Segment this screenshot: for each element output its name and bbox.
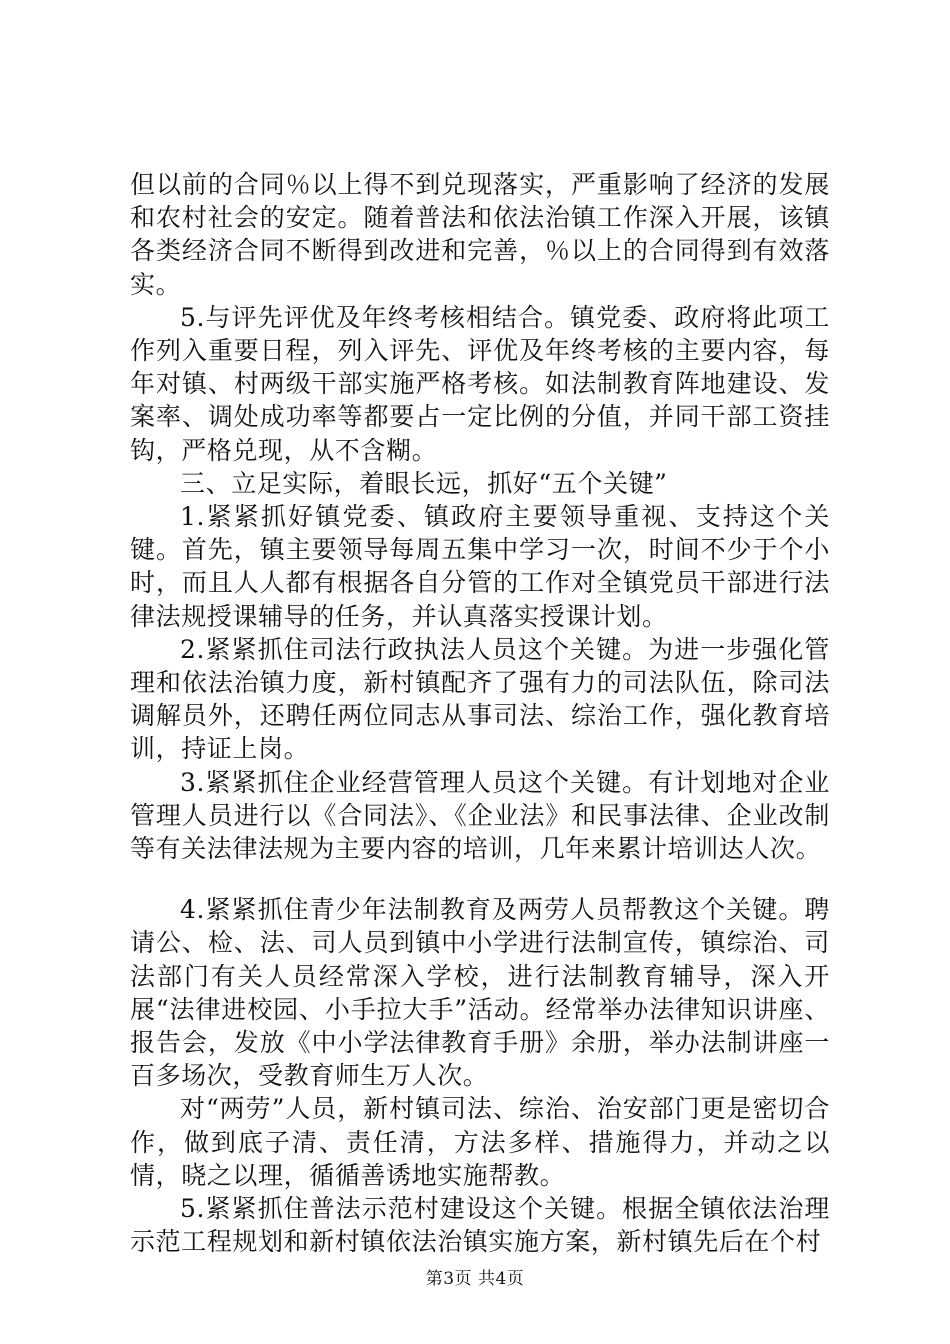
paragraph-key-model-village: 5.紧紧抓住普法示范村建设这个关键。根据全镇依法治理示范工程规划和新村镇依法治镇实施方案，新村镇先后在个村 <box>130 1194 830 1257</box>
page-number-label: 第3页 共4页 <box>425 1269 525 1289</box>
paragraph-key-youth-education: 4.紧紧抓住青少年法制教育及两劳人员帮教这个关键。聘请公、检、法、司人员到镇中小学进行法制宣传，镇综治、司法部门有关人员经常深入学校，进行法制教育辅导，深入开展“法律进校园、小手拉大手”活动。经常举办法律知识讲座、报告会，发放《中小学法律教育手册》余册，举办法制讲座一百多场次，受教育师生万人次。 <box>130 895 830 1091</box>
document-body <box>130 168 830 1259</box>
paragraph-contract-continuation: 但以前的合同％以上得不到兑现落实，严重影响了经济的发展和农村社会的安定。随着普法和依法治镇工作深入开展，该镇各类经济合同不断得到改进和完善，％以上的合同得到有效落实。 <box>130 170 830 299</box>
section-heading-five-keys: 三、立足实际，着眼长远，抓好“五个关键” <box>180 468 668 498</box>
paragraph-key-leadership: 1.紧紧抓好镇党委、镇政府主要领导重视、支持这个关键。首先，镇主要领导每周五集中学习一次，时间不少于个小时，而且人人都有根据各自分管的工作对全镇党员干部进行法律法规授课辅导的任务，并认真落实授课计划。 <box>130 502 830 631</box>
page-footer <box>0 1268 950 1290</box>
paragraph-key-enterprise-managers: 3.紧紧抓住企业经营管理人员这个关键。有计划地对企业管理人员进行以《合同法》、《企业法》和民事法律、企业改制等有关法律法规为主要内容的培训，几年来累计培训达人次。 <box>130 767 830 864</box>
paragraph-key-judicial-staff: 2.紧紧抓住司法行政执法人员这个关键。为进一步强化管理和依法治镇力度，新村镇配齐了强有力的司法队伍，除司法调解员外，还聘任两位同志从事司法、综治工作，强化教育培训，持证上岗。 <box>130 634 830 764</box>
paragraph-two-labor-personnel: 对“两劳”人员，新村镇司法、综治、治安部门更是密切合作，做到底子清、责任清，方法多样、措施得力，并动之以情，晓之以理，循循善诱地实施帮教。 <box>130 1094 830 1190</box>
paragraph-assessment: 5.与评先评优及年终考核相结合。镇党委、政府将此项工作列入重要日程，列入评先、评优及年终考核的主要内容，每年对镇、村两级干部实施严格考核。如法制教育阵地建设、发案率、调处成功率等都要占一定比例的分值，并同干部工资挂钩，严格兑现，从不含糊。 <box>130 302 830 465</box>
